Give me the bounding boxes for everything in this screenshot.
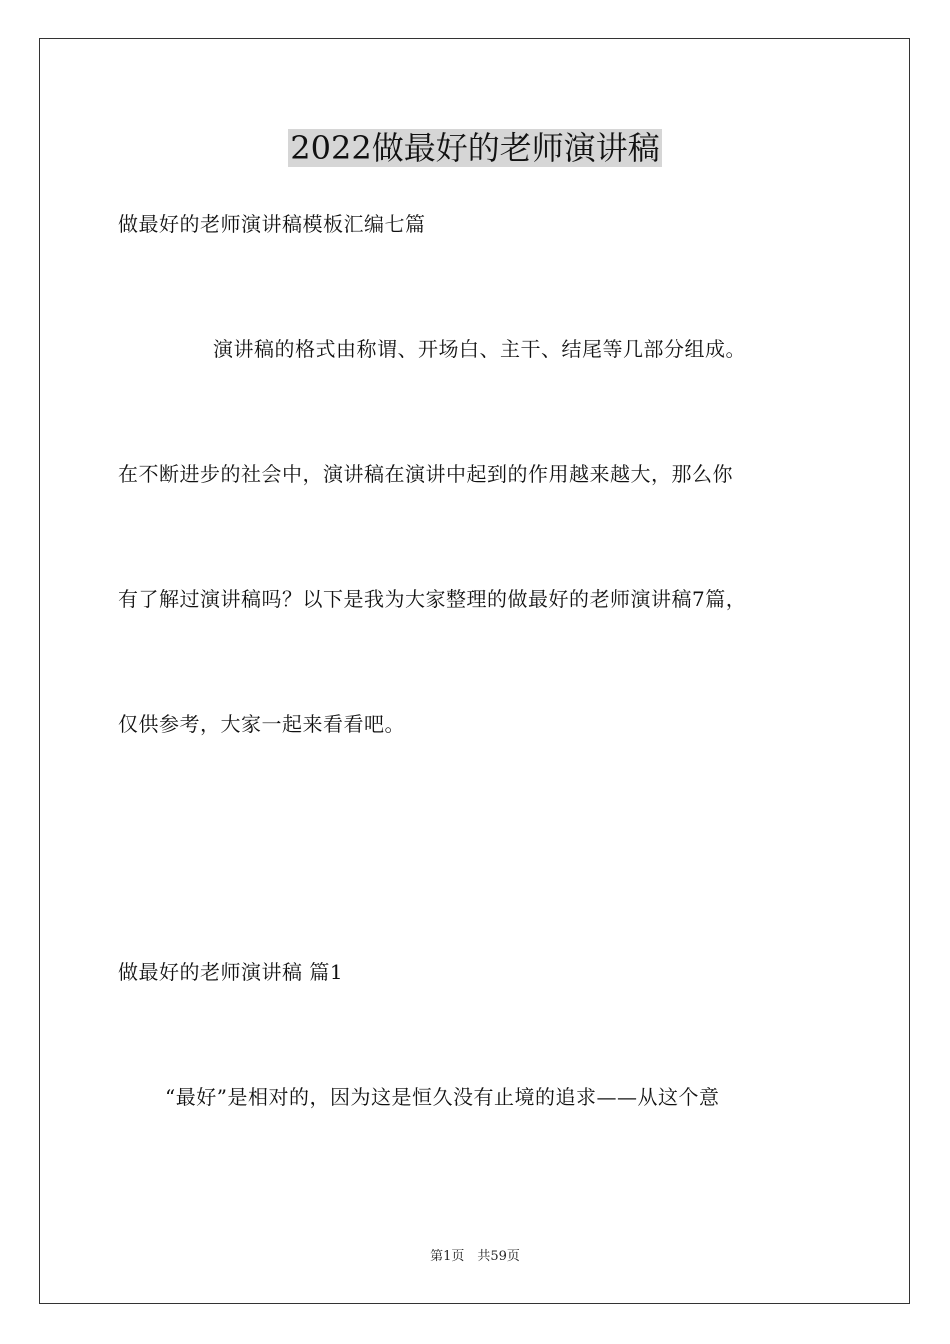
- page-indicator: 第1页 共59页: [430, 1249, 520, 1264]
- body-paragraph-1: 演讲稿的格式由称谓、开场白、主干、结尾等几部分组成。: [213, 337, 746, 361]
- title-text: 2022做最好的老师演讲稿: [290, 129, 660, 167]
- section-heading: 做最好的老师演讲稿 篇1: [118, 960, 344, 984]
- body-paragraph-2: 在不断进步的社会中，演讲稿在演讲中起到的作用越来越大，那么你: [118, 462, 733, 486]
- section-paragraph-1: “最好”是相对的，因为这是恒久没有止境的追求——从这个意: [165, 1085, 720, 1109]
- document-title: [0, 128, 950, 168]
- document-subtitle: 做最好的老师演讲稿模板汇编七篇: [118, 212, 426, 236]
- body-paragraph-4: 仅供参考，大家一起来看看吧。: [118, 712, 405, 736]
- body-paragraph-3: 有了解过演讲稿吗？以下是我为大家整理的做最好的老师演讲稿7篇，: [118, 587, 747, 611]
- page-footer: [0, 1248, 950, 1266]
